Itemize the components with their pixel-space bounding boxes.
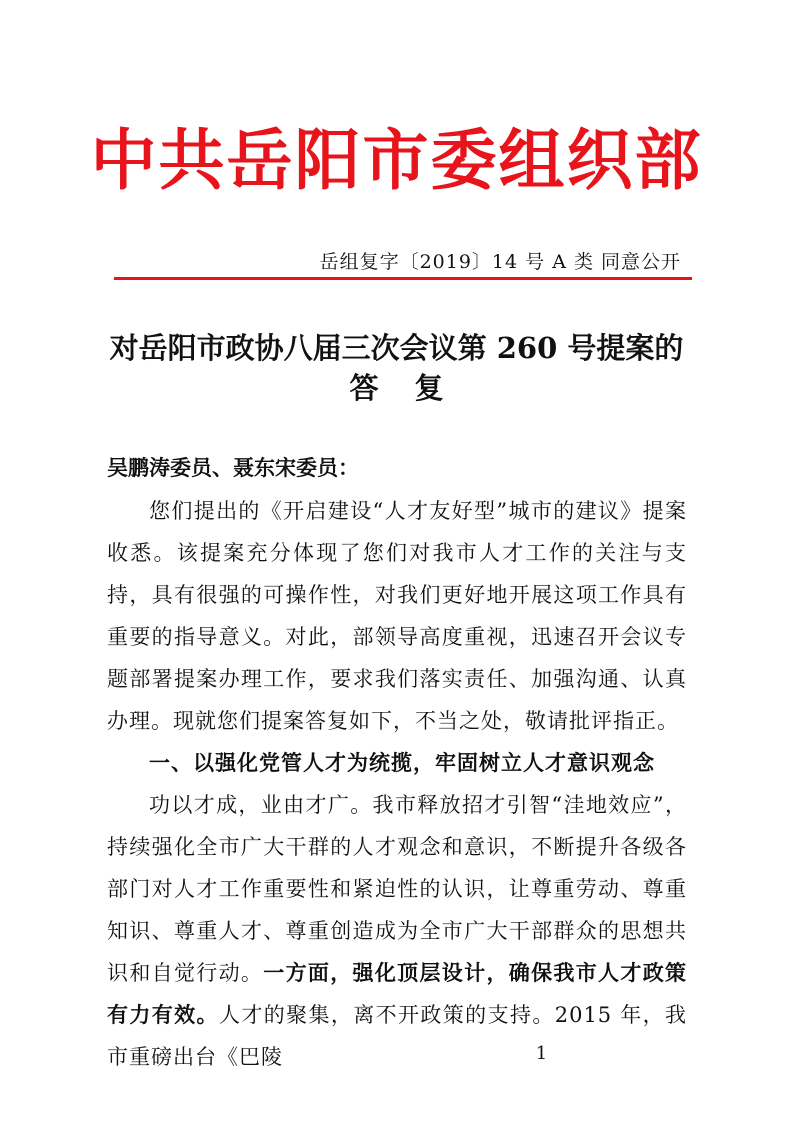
salutation: 吴鹏涛委员、聂东宋委员： bbox=[107, 455, 359, 480]
paragraph-2-start: 功以才成，业由才广。我市释放招才引智“洼地效应”，持续强化全市广大干群的人才观念和意识，不断提升各级各部门对人才工作重要性和紧迫性的认识，让尊重劳动、尊重知识、尊重人才、尊重创造成为全市广大干部群众的思想共识和自觉行动。 bbox=[107, 793, 687, 985]
document-title-line2: 答复 bbox=[349, 371, 480, 405]
body-block-1 bbox=[107, 490, 687, 1078]
document-number: 岳组复字〔2019〕14 号 A 类 同意公开 bbox=[319, 251, 681, 273]
paragraph-2-end: 人才的聚集，离不开政策的支持。2015 年，我市重磅出台《巴陵 bbox=[107, 1003, 688, 1069]
organization-header: 中共岳阳市委组织部 bbox=[90, 121, 703, 199]
red-divider bbox=[114, 277, 692, 280]
document-title-line1: 对岳阳市政协八届三次会议第 260 号提案的 bbox=[109, 331, 684, 365]
paragraph-2 bbox=[107, 784, 687, 1078]
paragraph-1: 您们提出的《开启建设“人才友好型”城市的建议》提案收悉。该提案充分体现了您们对我市人才工作的关注与支持，具有很强的可操作性，对我们更好地开展这项工作具有重要的指导意义。对此，部领导高度重视，迅速召开会议专题部署提案办理工作，要求我们落实责任、加强沟通、认真办理。现就您们提案答复如下，不当之处，敬请批评指正。 bbox=[107, 499, 687, 733]
page-number: 1 bbox=[535, 1043, 548, 1064]
paragraph-2-bold: 一方面，强化顶层设计，确保我市人才政策有力有效。 bbox=[107, 960, 688, 1027]
section-heading-1: 一、以强化党管人才为统揽，牢固树立人才意识观念 bbox=[149, 750, 655, 775]
